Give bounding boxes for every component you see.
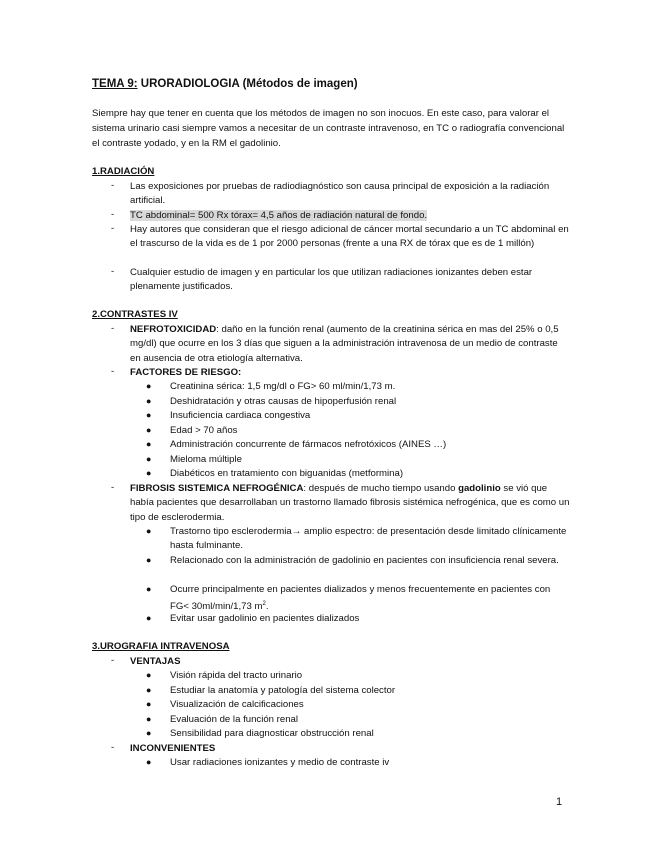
list-item: Usar radiaciones ionizantes y medio de contraste iv (170, 757, 390, 768)
list-item: Hay autores que consideran que el riesgo adicional de cáncer mortal secundario a un TC abdominal en el trascurso de la vida es de 1 por 2000 personas (frente a una RX de tórax que es de 1 millón) (130, 224, 569, 250)
dot-bullet: ● (146, 670, 152, 680)
list-item: Estudiar la anatomía y patología del sistema colector (170, 685, 396, 696)
dot-bullet: ● (146, 439, 152, 449)
dash-bullet: - (111, 266, 115, 277)
list-item: Evaluación de la función renal (170, 714, 299, 725)
term-emphasis: gadolinio (458, 483, 501, 494)
list-item: Edad > 70 años (170, 425, 238, 436)
list-item: Visión rápida del tracto urinario (170, 670, 303, 681)
dash-bullet: - (111, 655, 115, 666)
title-prefix: TEMA 9: (92, 78, 138, 90)
dash-bullet: - (111, 482, 115, 493)
term-label: NEFROTOXICIDAD (130, 324, 217, 335)
list-item-nefrotoxicidad (130, 323, 570, 366)
dash-bullet: - (111, 742, 115, 753)
list-item: Cualquier estudio de imagen y en particular los que utilizan radiaciones ionizantes deben estar plenamente justificados. (130, 267, 533, 293)
term-text: se vió que había pacientes que desarrollaban un trastorno llamado fibrosis sistémica nefrogénica, que es como un tipo de esclerodermia. (130, 483, 570, 523)
page-number: 1 (556, 796, 563, 808)
highlighted-text: TC abdominal= 500 Rx tórax= 4,5 años de radiación natural de fondo. (130, 210, 428, 221)
list-item: Insuficiencia cardiaca congestiva (170, 410, 311, 421)
dot-bullet: ● (146, 699, 152, 709)
dot-bullet: ● (146, 728, 152, 738)
dash-bullet: - (111, 209, 115, 220)
dash-bullet: - (111, 323, 115, 334)
dot-bullet: ● (146, 757, 152, 767)
dot-bullet: ● (146, 526, 152, 536)
dot-bullet: ● (146, 613, 152, 623)
dash-bullet: - (111, 223, 115, 234)
list-item: Las exposiciones por pruebas de radiodiagnóstico son causa principal de exposición a la radiación artificial. (130, 181, 550, 207)
list-item: Mieloma múltiple (170, 454, 242, 465)
dash-bullet: - (111, 180, 115, 191)
dot-bullet: ● (146, 410, 152, 420)
factores-riesgo-label: FACTORES DE RIESGO: (130, 367, 242, 378)
list-item: Evitar usar gadolinio en pacientes dializados (170, 613, 360, 624)
term-text: : después de mucho tiempo usando (303, 483, 459, 494)
list-item: Visualización de calcificaciones (170, 699, 304, 710)
list-item: Deshidratación y otras causas de hipoperfusión renal (170, 396, 397, 407)
item-text-end: . (265, 601, 269, 613)
list-item: Diabéticos en tratamiento con biguanidas (metformina) (170, 468, 404, 479)
dot-bullet: ● (146, 584, 152, 594)
list-item-fibrosis (130, 482, 570, 525)
term-label: FIBROSIS SISTEMICA NEFROGÉNICA (130, 483, 304, 494)
dot-bullet: ● (146, 468, 152, 478)
list-item: Sensibilidad para diagnosticar obstrucción renal (170, 728, 374, 739)
term-text: : daño en la función renal (aumento de la creatinina sérica en mas del 25% o 0,5 mg/dl) que ocurre en los 3 días que siguen a la administración intravenosa de un medio de contraste en ausencia de otra etiología alternativa. (130, 324, 559, 364)
intro-paragraph: Siempre hay que tener en cuenta que los métodos de imagen no son inocuos. En este caso, para valorar el sistema urinario casi siempre vamos a necesitar de un contraste intravenoso, en TC o radiografía convencional el contraste yodado, y en la RM el gadolinio. (92, 108, 565, 149)
section-heading-urografia: 3.UROGRAFIA INTRAVENOSA (92, 641, 230, 652)
list-item (170, 583, 570, 615)
dot-bullet: ● (146, 396, 152, 406)
list-item: Administración concurrente de fármacos nefrotóxicos (AINES …) (170, 439, 447, 450)
dot-bullet: ● (146, 425, 152, 435)
dot-bullet: ● (146, 454, 152, 464)
dot-bullet: ● (146, 714, 152, 724)
dash-bullet: - (111, 366, 115, 377)
dot-bullet: ● (146, 685, 152, 695)
page-title (92, 78, 358, 90)
list-item: Trastorno tipo esclerodermia→ amplio espectro: de presentación desde limitado clínicamente hasta fulminante. (170, 526, 567, 552)
inconvenientes-label: INCONVENIENTES (130, 743, 216, 754)
title-rest: URORADIOLOGIA (Métodos de imagen) (137, 78, 358, 90)
list-item: Creatinina sérica: 1,5 mg/dl o FG> 60 ml/min/1,73 m. (170, 381, 396, 392)
list-item (130, 209, 570, 223)
list-item: Relacionado con la administración de gadolinio en pacientes con insuficiencia renal severa. (170, 555, 559, 566)
section-heading-radiacion: 1.RADIACIÓN (92, 166, 155, 177)
dot-bullet: ● (146, 381, 152, 391)
section-heading-contrastes: 2.CONTRASTES IV (92, 309, 178, 320)
item-text: Ocurre principalmente en pacientes dializados y menos frecuentemente en pacientes con FG< 30ml/min/1,73 m (170, 584, 551, 613)
superscript: 2 (262, 601, 266, 608)
dot-bullet: ● (146, 555, 152, 565)
ventajas-label: VENTAJAS (130, 656, 181, 667)
